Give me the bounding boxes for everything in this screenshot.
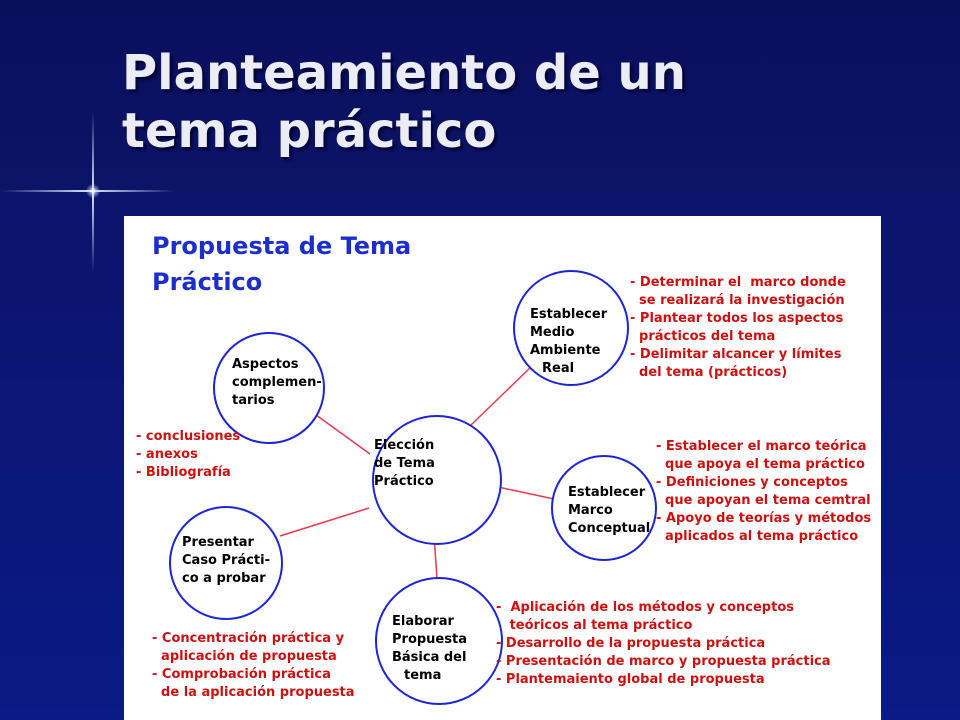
node-caso-line: Caso Prácti-	[182, 553, 270, 568]
node-center-line: Práctico	[374, 474, 434, 489]
diagram-title-line-2: Práctico	[152, 268, 263, 296]
note-marco-item: - Establecer el marco teórica	[656, 439, 867, 454]
note-marco-item: aplicados al tema práctico	[656, 529, 859, 544]
note-medio-item: - Delimitar alcancer y límites	[630, 347, 842, 362]
note-aspectos-item: - Bibliografía	[136, 465, 231, 480]
node-aspectos-line: Aspectos	[232, 357, 299, 372]
node-caso-line: co a probar	[182, 571, 266, 586]
note-medio-item: prácticos del tema	[630, 329, 776, 344]
notes-propuesta	[496, 600, 871, 687]
note-propuesta-item: - Plantemaiento global de propuesta	[496, 672, 765, 687]
node-caso-line: Presentar	[182, 535, 254, 550]
diagram-title	[152, 232, 420, 296]
note-marco-item: - Definiciones y conceptos	[656, 475, 848, 490]
node-medio-line: Establecer	[530, 307, 608, 322]
note-medio-item: - Determinar el marco donde	[630, 275, 846, 290]
note-propuesta-item: - Presentación de marco y propuesta práctica	[496, 654, 831, 669]
note-caso-item: - Comprobación práctica	[152, 667, 331, 682]
node-medio-line: Medio	[530, 325, 575, 340]
notes-medio	[630, 275, 881, 380]
node-medio-line: Ambiente	[530, 343, 601, 358]
note-marco-item: que apoya el tema práctico	[656, 457, 865, 472]
node-center-label	[374, 438, 439, 489]
node-marco-line: Conceptual	[568, 521, 651, 536]
notes-marco	[656, 439, 881, 544]
note-marco-item: - Apoyo de teorías y métodos	[656, 511, 872, 526]
slide-title	[122, 44, 902, 160]
connector-caso	[280, 508, 369, 536]
notes-caso	[152, 631, 386, 700]
note-propuesta-item: - Desarrollo de la propuesta práctica	[496, 636, 766, 651]
node-marco	[552, 439, 881, 560]
note-caso-item: - Concentración práctica y	[152, 631, 345, 646]
node-aspectos	[136, 333, 326, 480]
note-medio-item: - Plantear todos los aspectos	[630, 311, 844, 326]
node-center-line: Elección	[374, 438, 435, 453]
note-propuesta-item: teóricos al tema práctico	[496, 618, 693, 633]
node-medio	[514, 271, 881, 385]
note-aspectos-item: - conclusiones	[136, 429, 241, 444]
notes-aspectos	[136, 429, 245, 480]
node-caso	[152, 507, 386, 700]
node-aspectos-line: complemen-	[232, 375, 322, 390]
node-propuesta-line: Elaborar	[392, 614, 454, 629]
connector-medio	[470, 366, 532, 426]
node-propuesta-line: tema	[404, 668, 442, 683]
connector-aspectos	[312, 412, 370, 454]
node-marco-line: Marco	[568, 503, 613, 518]
node-propuesta	[376, 578, 871, 704]
note-marco-item: que apoyan el tema cemtral	[656, 493, 871, 508]
diagram-title-line-1: Propuesta de Tema	[152, 232, 412, 260]
node-propuesta-line: Propuesta	[392, 632, 467, 647]
node-center	[373, 416, 501, 544]
note-caso-item: aplicación de propuesta	[152, 649, 337, 664]
node-propuesta-line: Básica del	[392, 650, 467, 665]
note-medio-item: del tema (prácticos)	[630, 365, 788, 380]
node-marco-line: Establecer	[568, 485, 646, 500]
slide-title-line-2: tema práctico	[122, 103, 497, 159]
node-medio-line: Real	[542, 361, 575, 376]
node-aspectos-line: tarios	[232, 393, 275, 408]
diagram-panel	[124, 216, 881, 720]
concept-map	[124, 216, 881, 720]
note-medio-item: se realizará la investigación	[630, 293, 845, 308]
slide-title-line-1: Planteamiento de un	[122, 45, 686, 101]
sparkle-star-icon	[86, 184, 100, 198]
note-propuesta-item: - Aplicación de los métodos y conceptos	[496, 600, 794, 615]
node-center-line: de Tema	[374, 456, 435, 471]
note-caso-item: de la aplicación propuesta	[152, 685, 355, 700]
note-aspectos-item: - anexos	[136, 447, 198, 462]
